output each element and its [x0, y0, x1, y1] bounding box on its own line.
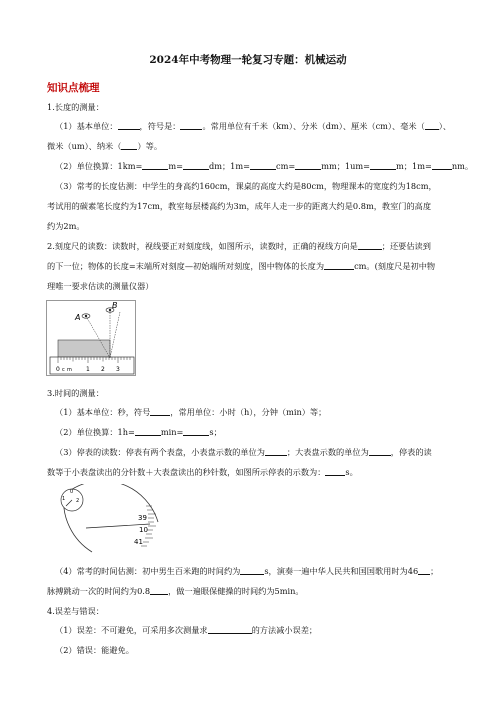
s3-line-5	[55, 566, 438, 577]
answer-blank	[150, 407, 170, 416]
text: （3）停表的读数：停表有两个表盘，小表盘示数的单位为	[55, 447, 265, 457]
answer-blank	[142, 161, 168, 170]
answer-blank	[250, 161, 276, 170]
answer-blank	[432, 161, 452, 170]
label-a: A	[75, 313, 81, 322]
eye-a-pupil	[85, 315, 87, 317]
text: cm=	[275, 161, 296, 171]
text: ，常用单位：小时（h），分钟（min）等；	[170, 407, 327, 417]
ruler-label-1: 1	[86, 366, 90, 373]
answer-blank	[183, 427, 209, 436]
s3-heading: 3.时间的测量：	[47, 388, 104, 398]
answer-blank	[370, 161, 396, 170]
text: 2.刻度尺的读数：读数时，视线要正对刻度线，如图所示，读数时，正确的视线方向是	[47, 241, 358, 251]
eye-b-pupil	[109, 309, 111, 311]
s1-line-3	[55, 161, 473, 172]
answer-blank	[358, 241, 382, 250]
answer-blank	[183, 161, 209, 170]
text: ，做一遍眼保健操的时间约为5min。	[168, 586, 304, 596]
s4-line-1	[55, 625, 317, 636]
text: mm；1um=	[321, 161, 371, 171]
text: （2）单位换算：1km=	[55, 161, 143, 171]
label-b: B	[112, 301, 118, 310]
text: ；大表盘示数的单位为	[286, 447, 369, 457]
sightline-c	[110, 312, 120, 358]
s2-line-1	[47, 241, 431, 252]
text: ；	[430, 566, 439, 576]
text: 的下一位；物体的长度=末端所对刻度—初始端所对刻度，图中物体的长度为	[47, 261, 325, 271]
text: ）、	[438, 121, 452, 131]
answer-blank	[425, 121, 439, 130]
text: 微米（um）、纳米（	[47, 141, 122, 151]
s3-line-1	[55, 407, 326, 418]
answer-blank	[324, 261, 354, 270]
text: （1）误差：不可避免，可采用多次测量求	[55, 625, 208, 635]
ruler-figure	[46, 300, 136, 376]
text: 的方法减小误差；	[251, 625, 318, 635]
small-dial-label-0: 0	[70, 489, 74, 495]
text: m=	[168, 161, 183, 171]
text: s。	[345, 467, 358, 477]
s1-line-1	[55, 121, 451, 132]
text: nm。	[451, 161, 474, 171]
answer-blank	[121, 141, 137, 150]
ruler-label-0: 0	[56, 366, 60, 373]
text: （2）单位换算：1h=	[55, 427, 135, 437]
answer-blank	[295, 161, 321, 170]
answer-blank	[208, 625, 252, 634]
text: 脉搏跳动一次的时间约为0.8	[47, 586, 151, 596]
answer-blank	[180, 121, 202, 130]
text: ；还要估读到	[381, 241, 431, 251]
large-dial-label-39: 39	[138, 514, 147, 522]
s1-line-6: 约为2m。	[47, 221, 85, 231]
s4-line-2: （2）错误：能避免。	[55, 645, 134, 655]
s3-line-6	[47, 586, 304, 597]
section-heading: 知识点梳理	[47, 82, 100, 94]
page-title: 2024年中考物理一轮复习专题：机械运动	[149, 54, 347, 66]
answer-blank	[118, 121, 140, 130]
s1-line-4: （3）常考的长度估测：中学生的身高约160cm，课桌的高度大约是80cm，物理课本的宽度约为18cm，	[55, 181, 437, 191]
answer-blank	[150, 586, 168, 595]
s4-heading: 4.误差与错误：	[47, 606, 104, 616]
s2-line-2	[47, 261, 435, 272]
text: （1）基本单位：秒，符号	[55, 407, 151, 417]
ruler-label-c: c	[62, 367, 65, 373]
s1-heading: 1.长度的测量：	[47, 102, 104, 112]
answer-blank	[325, 467, 345, 476]
answer-blank	[265, 447, 287, 456]
text: ）等。	[137, 141, 163, 151]
answer-blank	[240, 566, 264, 575]
text: s，演奏一遍中华人民共和国国歌用时为46	[264, 566, 419, 576]
s3-line-3	[55, 447, 432, 458]
stopwatch-figure	[46, 484, 166, 554]
text: cm。(刻度尺是初中物	[354, 261, 436, 271]
text: dm；1m=	[208, 161, 250, 171]
text: （4）常考的时间估测：初中男生百米跑的时间约为	[55, 566, 241, 576]
answer-blank	[135, 427, 161, 436]
text: （1）基本单位：	[55, 121, 118, 131]
s2-line-3: 理唯一要求估读的测量仪器）	[47, 281, 154, 291]
s1-line-2	[47, 141, 162, 152]
text: 数等于小表盘读出的分针数＋大表盘读出的秒针数，如图所示停表的示数为：	[47, 467, 326, 477]
large-dial-label-41: 41	[134, 538, 143, 546]
answer-blank	[369, 447, 391, 456]
small-dial-label-1: 1	[62, 496, 66, 502]
s3-line-2	[55, 427, 222, 438]
small-dial-label-2: 2	[76, 498, 80, 504]
s1-line-5: 考试用的碳素笔长度约为17cm，教室每层楼高约为3m，成年人走一步的距离大约是0.8m，教室门的高度	[47, 201, 432, 211]
ruler-label-m: m	[67, 367, 72, 373]
text: m；1m=	[396, 161, 432, 171]
ruler-label-2: 2	[101, 366, 105, 373]
text: 。常用单位有千米（km）、分米（dm）、厘米（cm）、毫米（	[202, 121, 425, 131]
s3-line-4	[47, 467, 358, 478]
text: min=	[160, 427, 184, 437]
text: s；	[209, 427, 222, 437]
answer-blank	[418, 566, 430, 575]
measured-object	[58, 340, 110, 357]
ruler-label-3: 3	[116, 366, 120, 373]
large-dial-label-10: 10	[139, 526, 148, 534]
text: ，符号是：	[139, 121, 181, 131]
text: ，停表的读	[390, 447, 432, 457]
